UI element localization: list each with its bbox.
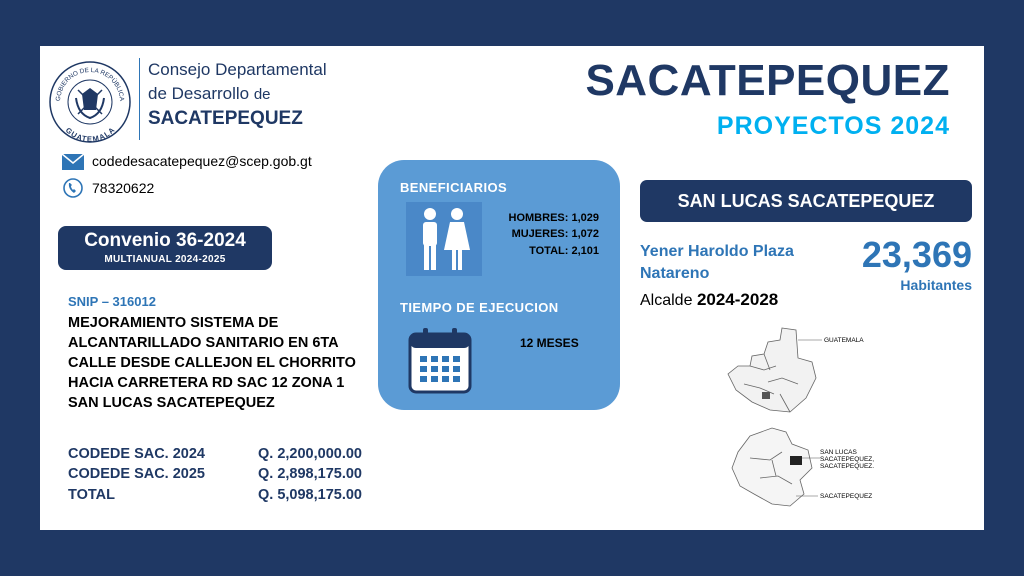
total-value: 2,101 (571, 245, 599, 257)
project-description: MEJORAMIENTO SISTEMA DE ALCANTARILLADO SANITARIO EN 6TA CALLE DESDE CALLEJON EL CHORRITO HACIA CARRETERA RD SAC 12 ZONA 1 SAN LUCAS SACATEPEQUEZ (68, 315, 356, 411)
mayor-role (640, 290, 778, 310)
execution-duration: 12 MESES (520, 336, 579, 350)
beneficiaries-title: BENEFICIARIOS (400, 180, 508, 195)
email-text: codedesacatepequez@scep.gob.gt (92, 153, 312, 169)
snip-code: SNIP – 316012 (68, 294, 156, 309)
calendar-icon (408, 328, 472, 394)
svg-text:GUATEMALA (64, 125, 117, 143)
seal-text-bottom: GUATEMALA (63, 125, 117, 144)
org-name-line2-main: de Desarrollo (148, 84, 250, 103)
map-label-dept: SACATEPEQUEZ (820, 493, 873, 500)
women-label: MUJERES: (511, 228, 569, 240)
municipality-badge: SAN LUCAS SACATEPEQUEZ (640, 180, 972, 222)
financing-amount: Q. 2,200,000.00 (258, 446, 362, 462)
mayor-name-line1: Yener Haroldo Plaza (640, 243, 794, 260)
org-name-line2-small: de (253, 86, 271, 103)
women-value: 1,072 (571, 228, 599, 240)
mayor-period: 2024-2028 (696, 290, 779, 309)
total-stat (488, 245, 599, 257)
department-highlight (762, 392, 770, 399)
page-subtitle: PROYECTOS 2024 (716, 112, 950, 140)
map-label-muni-3: SACATEPEQUEZ. (820, 463, 875, 470)
financing-label: CODEDE SAC. 2025 (68, 466, 205, 482)
org-name-line2 (148, 84, 271, 104)
municipality-highlight (790, 456, 802, 465)
women-stat (488, 228, 599, 240)
mayor-name-line2: Natareno (640, 265, 710, 282)
financing-amount: Q. 5,098,175.00 (258, 487, 362, 503)
map-label-muni-2: SACATEPEQUEZ, (820, 456, 875, 463)
men-label: HOMBRES: (508, 212, 569, 224)
men-value: 1,029 (571, 212, 599, 224)
org-name-line3: SACATEPEQUEZ (148, 108, 303, 129)
convenio-subtitle: MULTIANUAL 2024-2025 (104, 254, 226, 265)
financing-label: TOTAL (68, 487, 115, 503)
people-icon (412, 206, 476, 272)
guatemala-seal-icon (48, 60, 132, 144)
phone-icon (62, 178, 84, 198)
population-value: 23,369 (861, 234, 972, 275)
total-label: TOTAL: (529, 245, 569, 257)
men-stat (488, 212, 599, 224)
page-title: SACATEPEQUEZ (585, 56, 950, 105)
map-label-muni-1: SAN LUCAS (820, 449, 857, 456)
mayor-role-label: Alcalde (640, 292, 693, 309)
location-map (720, 318, 920, 520)
financing-label: CODEDE SAC. 2024 (68, 446, 205, 462)
header-divider (139, 58, 140, 140)
department-map-shape (732, 428, 812, 506)
map-label-country: GUATEMALA (824, 337, 864, 344)
phone-text: 78320622 (92, 180, 155, 196)
execution-title: TIEMPO DE EJECUCION (400, 300, 559, 315)
financing-amount: Q. 2,898,175.00 (258, 466, 362, 482)
seal-text-top: GOBIERNO DE LA REPÚBLICA (54, 66, 126, 102)
country-map-shape (728, 328, 816, 412)
convenio-title: Convenio 36-2024 (84, 230, 246, 251)
org-name-line1: Consejo Departamental (148, 60, 327, 79)
population-label: Habitantes (900, 277, 972, 293)
convenio-badge (58, 226, 272, 270)
email-icon (62, 153, 84, 171)
